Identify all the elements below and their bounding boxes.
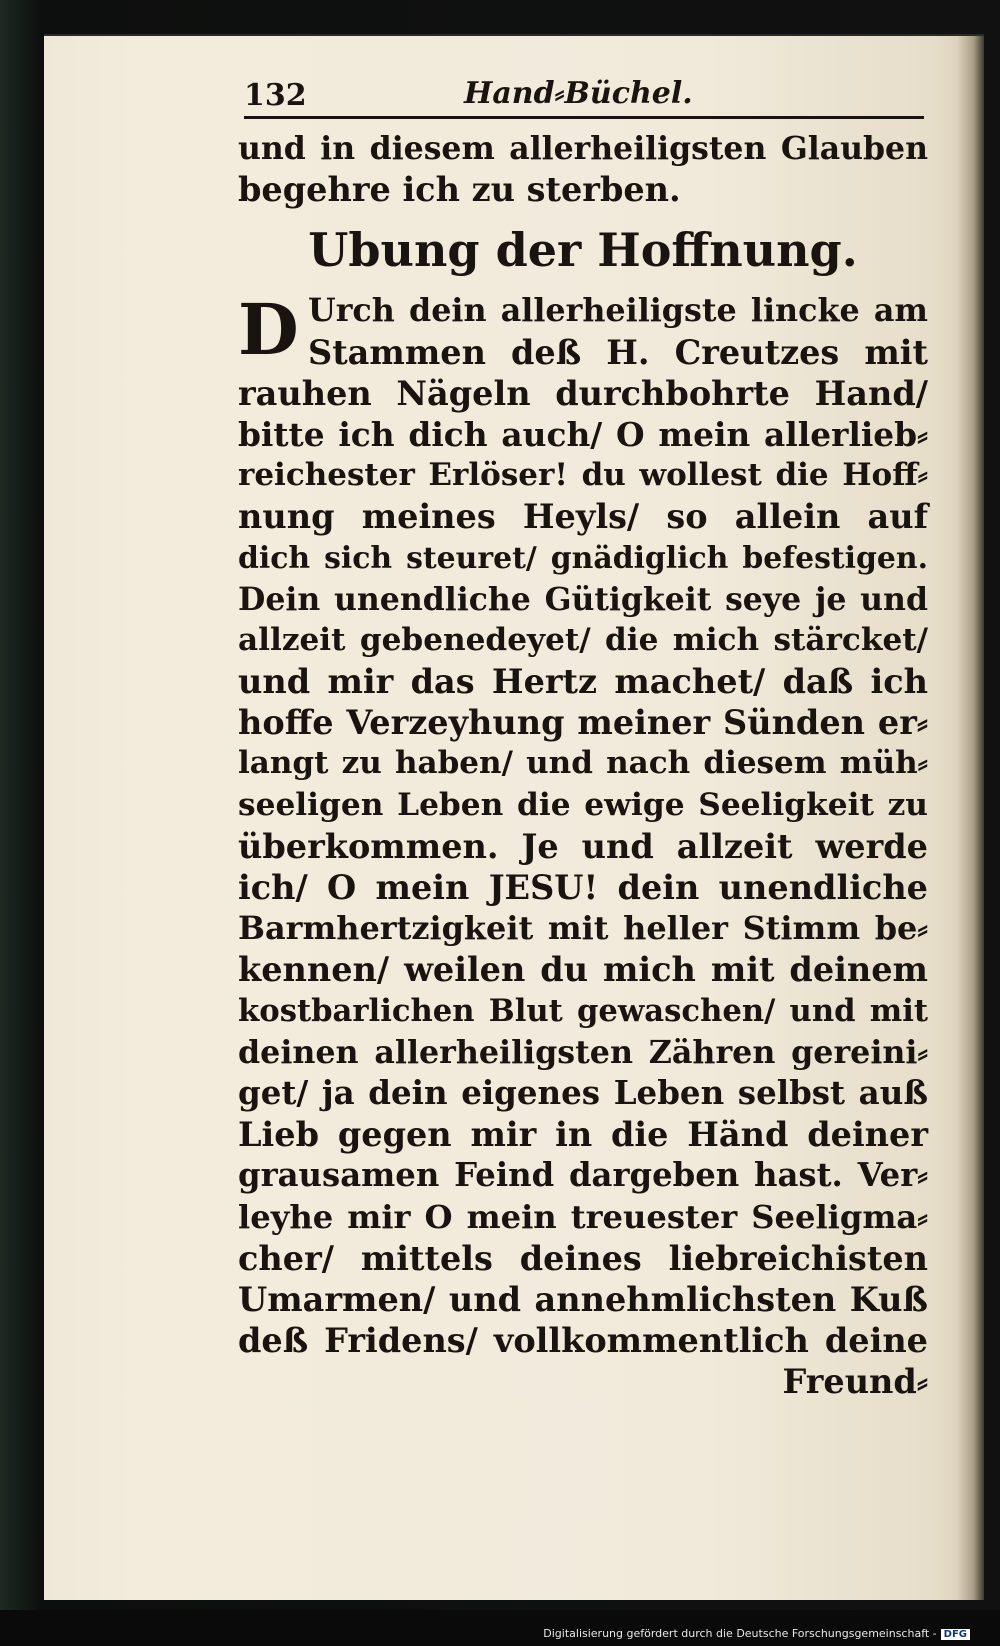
text-line: und mir das Hertz machet/ daß ich — [238, 662, 928, 702]
text-line: deinen allerheiligsten Zähren gereini⸗ — [238, 1033, 928, 1071]
paragraph — [238, 290, 928, 1402]
page-edge — [958, 36, 984, 1600]
text-line: langt zu haben/ und nach diesem müh⸗ — [238, 745, 928, 782]
text-line: grausamen Feind dargeben hast. Ver⸗ — [238, 1156, 928, 1195]
text-line: dich sich steuret/ gnädiglich befestigen. — [238, 540, 928, 576]
text-line: begehre ich zu sterben. — [238, 170, 681, 210]
text-line: leyhe mir O mein treuester Seeligma⸗ — [238, 1197, 928, 1236]
text-line: reichester Erlöser! du wollest die Hoff⸗ — [238, 457, 928, 494]
text-line: Stammen deß H. Creutzes mit — [308, 332, 928, 372]
page-header — [244, 72, 924, 118]
text-line: rauhen Nägeln durchbohrte Hand/ — [238, 373, 928, 413]
dropcap: D — [238, 288, 299, 372]
text-line: allzeit gebenedeyet/ die mich stärcket/ — [238, 621, 928, 658]
text-line: get/ ja dein eigenes Leben selbst auß — [238, 1073, 928, 1112]
text-line: seeligen Leben die ewige Seeligkeit zu — [238, 786, 928, 823]
text-line: kostbarlichen Blut gewaschen/ und mit — [238, 992, 928, 1029]
text-line: hoffe Verzeyhung meiner Sünden er⸗ — [238, 703, 928, 743]
text-line: deß Fridens/ vollkommentlich deine — [238, 1321, 928, 1361]
dfg-logo: DFG — [941, 1629, 970, 1640]
catchword: Freund⸗ — [782, 1362, 928, 1402]
text-line: kennen/ weilen du mich mit deinem — [238, 950, 928, 990]
text-line: und in diesem allerheiligsten Glauben — [238, 130, 928, 167]
text-line: Umarmen/ und annehmlichsten Kuß — [238, 1279, 928, 1319]
page-number: 132 — [244, 78, 307, 113]
header-rule — [244, 116, 924, 119]
text-line: überkommen. Je und allzeit werde — [238, 826, 928, 866]
digitization-credit — [543, 1627, 970, 1640]
text-line: Urch dein allerheiligste lincke am — [308, 292, 928, 330]
text-line: nung meines Heyls/ so allein auf — [238, 497, 928, 537]
page-body — [238, 128, 928, 1402]
section-heading: Ubung der Hoffnung. — [308, 223, 858, 278]
text-line: ich/ O mein JESU! dein unendliche — [238, 868, 928, 907]
text-line: Barmhertzigkeit mit heller Stimm be⸗ — [238, 909, 928, 948]
running-head: Hand⸗Büchel. — [464, 76, 693, 111]
text-line: Dein unendliche Gütigkeit seye je und — [238, 580, 928, 618]
credit-text: Digitalisierung gefördert durch die Deutsche Forschungsgemeinschaft - — [543, 1627, 937, 1640]
text-line: cher/ mittels deines liebreichisten — [238, 1238, 928, 1278]
text-line: Lieb gegen mir in die Händ deiner — [238, 1115, 928, 1155]
text-line: bitte ich dich auch/ O mein allerlieb⸗ — [238, 414, 928, 454]
